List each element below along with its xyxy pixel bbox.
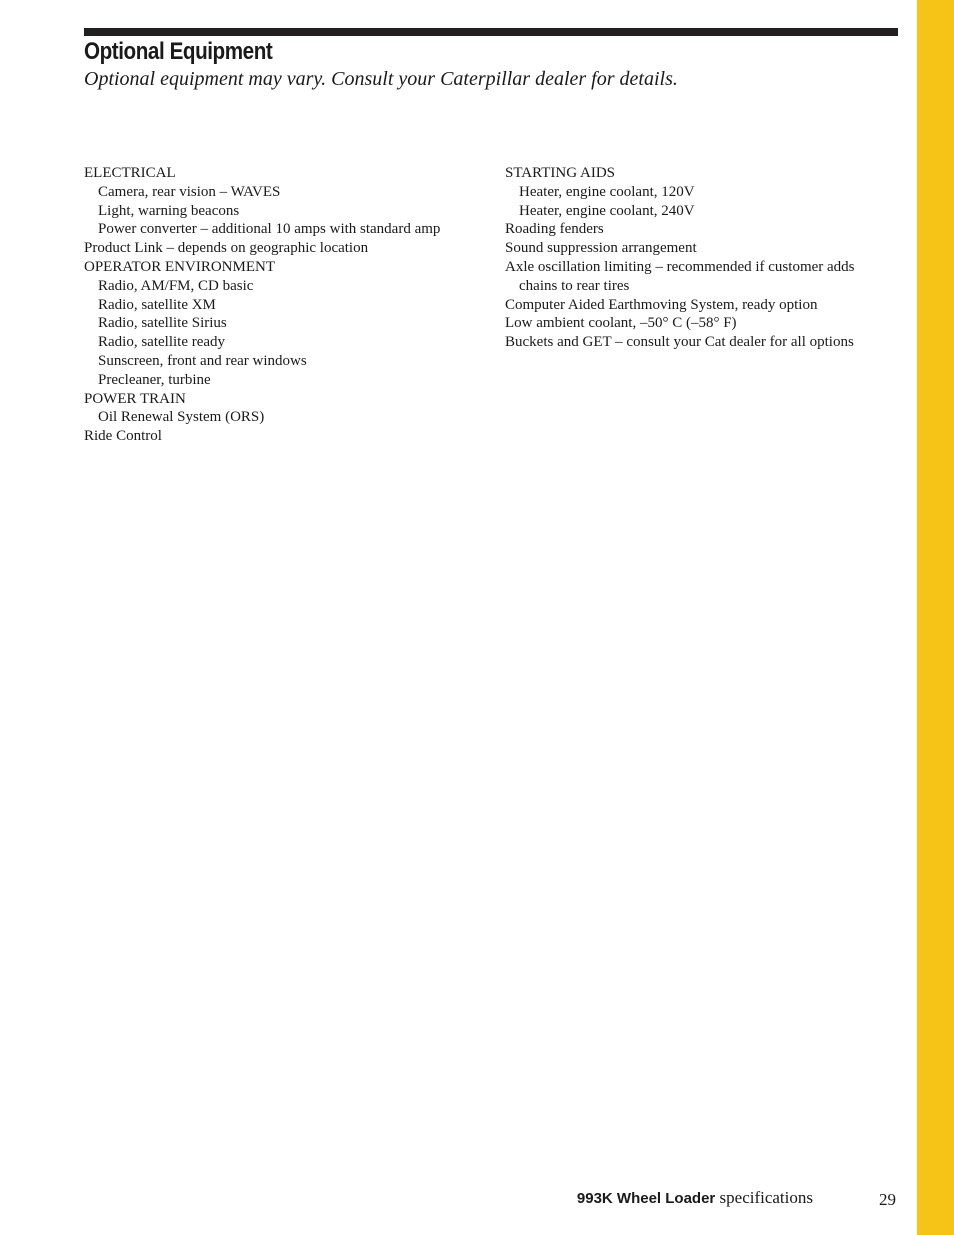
- left-column: [84, 164, 484, 446]
- list-item: Heater, engine coolant, 240V: [519, 202, 695, 219]
- list-item: Computer Aided Earthmoving System, ready option: [505, 296, 818, 313]
- list-item: Sunscreen, front and rear windows: [98, 352, 307, 369]
- list-item: ELECTRICAL: [84, 165, 176, 181]
- list-item: Power converter – additional 10 amps with standard amp: [98, 221, 441, 238]
- list-item: Product Link – depends on geographic location: [84, 240, 369, 257]
- page-title: Optional Equipment: [84, 38, 273, 65]
- list-item: Ride Control: [84, 428, 162, 445]
- yellow-side-band: [917, 0, 954, 1235]
- list-item: Camera, rear vision – WAVES: [98, 183, 281, 200]
- footer-title: [560, 1188, 813, 1208]
- list-item: POWER TRAIN: [84, 390, 186, 407]
- list-item: Radio, satellite XM: [98, 296, 216, 313]
- list-item: STARTING AIDS: [505, 165, 615, 181]
- page-number: 29: [879, 1190, 896, 1209]
- footer-suffix: specifications: [715, 1188, 813, 1207]
- list-item: Sound suppression arrangement: [505, 240, 697, 257]
- list-item: OPERATOR ENVIRONMENT: [84, 258, 275, 275]
- footer-model: 993K Wheel Loader: [576, 1190, 716, 1207]
- list-item: Buckets and GET – consult your Cat dealer for all options: [505, 334, 854, 351]
- list-item: Oil Renewal System (ORS): [98, 409, 265, 426]
- right-column: [505, 164, 885, 352]
- list-item: Radio, satellite Sirius: [98, 315, 227, 332]
- list-item: Low ambient coolant, –50° C (–58° F): [505, 315, 737, 332]
- list-item: Axle oscillation limiting – recommended if customer adds chains to rear tires: [505, 258, 855, 294]
- list-item: Precleaner, turbine: [98, 371, 211, 388]
- top-rule: [84, 28, 898, 36]
- list-item: Radio, AM/FM, CD basic: [98, 277, 254, 294]
- page-subtitle: Optional equipment may vary. Consult your Caterpillar dealer for details.: [84, 68, 678, 90]
- list-item: Radio, satellite ready: [98, 334, 226, 351]
- list-item: Heater, engine coolant, 120V: [519, 183, 695, 200]
- list-item: Roading fenders: [505, 221, 604, 238]
- list-item: Light, warning beacons: [98, 202, 240, 219]
